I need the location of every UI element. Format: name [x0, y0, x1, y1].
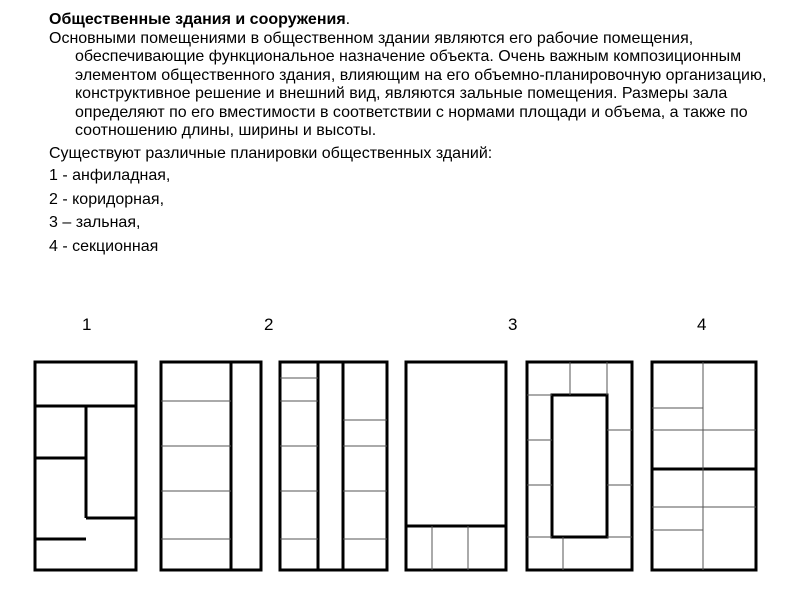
intro-paragraph: Основными помещениями в общественном здании являются его рабочие помещения, обеспечивающие функциональное назначение объекта. Очень важным композиционным элементом общественного здания, влияющим на его объемно-планировочную организацию, конструктивное решение и внешний вид, являются зальные помещения. Размеры зала определяют по его вместимости в соответствии с нормами площади и объема, а также по соотношению длины, ширины и высоты. — [49, 29, 767, 139]
layout-item-4: 4 - секционная — [49, 237, 159, 255]
plan-sectional-outline — [652, 362, 756, 570]
plan-corridor-b — [280, 362, 387, 570]
plan-sectional — [652, 362, 756, 570]
title-suffix: . — [345, 11, 351, 28]
layout-item-1: 1 - анфиладная, — [49, 167, 171, 184]
layout-item-3: 3 – зальная, — [49, 214, 141, 231]
title-text: Общественные здания и сооружения — [49, 11, 346, 28]
plan-number-3: 3 — [508, 315, 518, 334]
layouts-intro: Существуют различные планировки общественных зданий: — [49, 144, 493, 162]
plan-number-1: 1 — [82, 315, 92, 334]
plan-hall-a — [406, 362, 506, 570]
plan-hall-a-outline — [406, 362, 506, 570]
plan-enfilade — [35, 362, 136, 570]
plan-hall-b-central-hall — [552, 395, 607, 537]
layout-item-2: 2 - коридорная, — [49, 190, 165, 208]
plan-number-4: 4 — [697, 315, 707, 334]
plan-hall-b — [527, 362, 632, 570]
plan-hall-b-outline — [527, 362, 632, 570]
plan-number-2: 2 — [264, 315, 274, 334]
plan-corridor-a — [161, 362, 261, 570]
